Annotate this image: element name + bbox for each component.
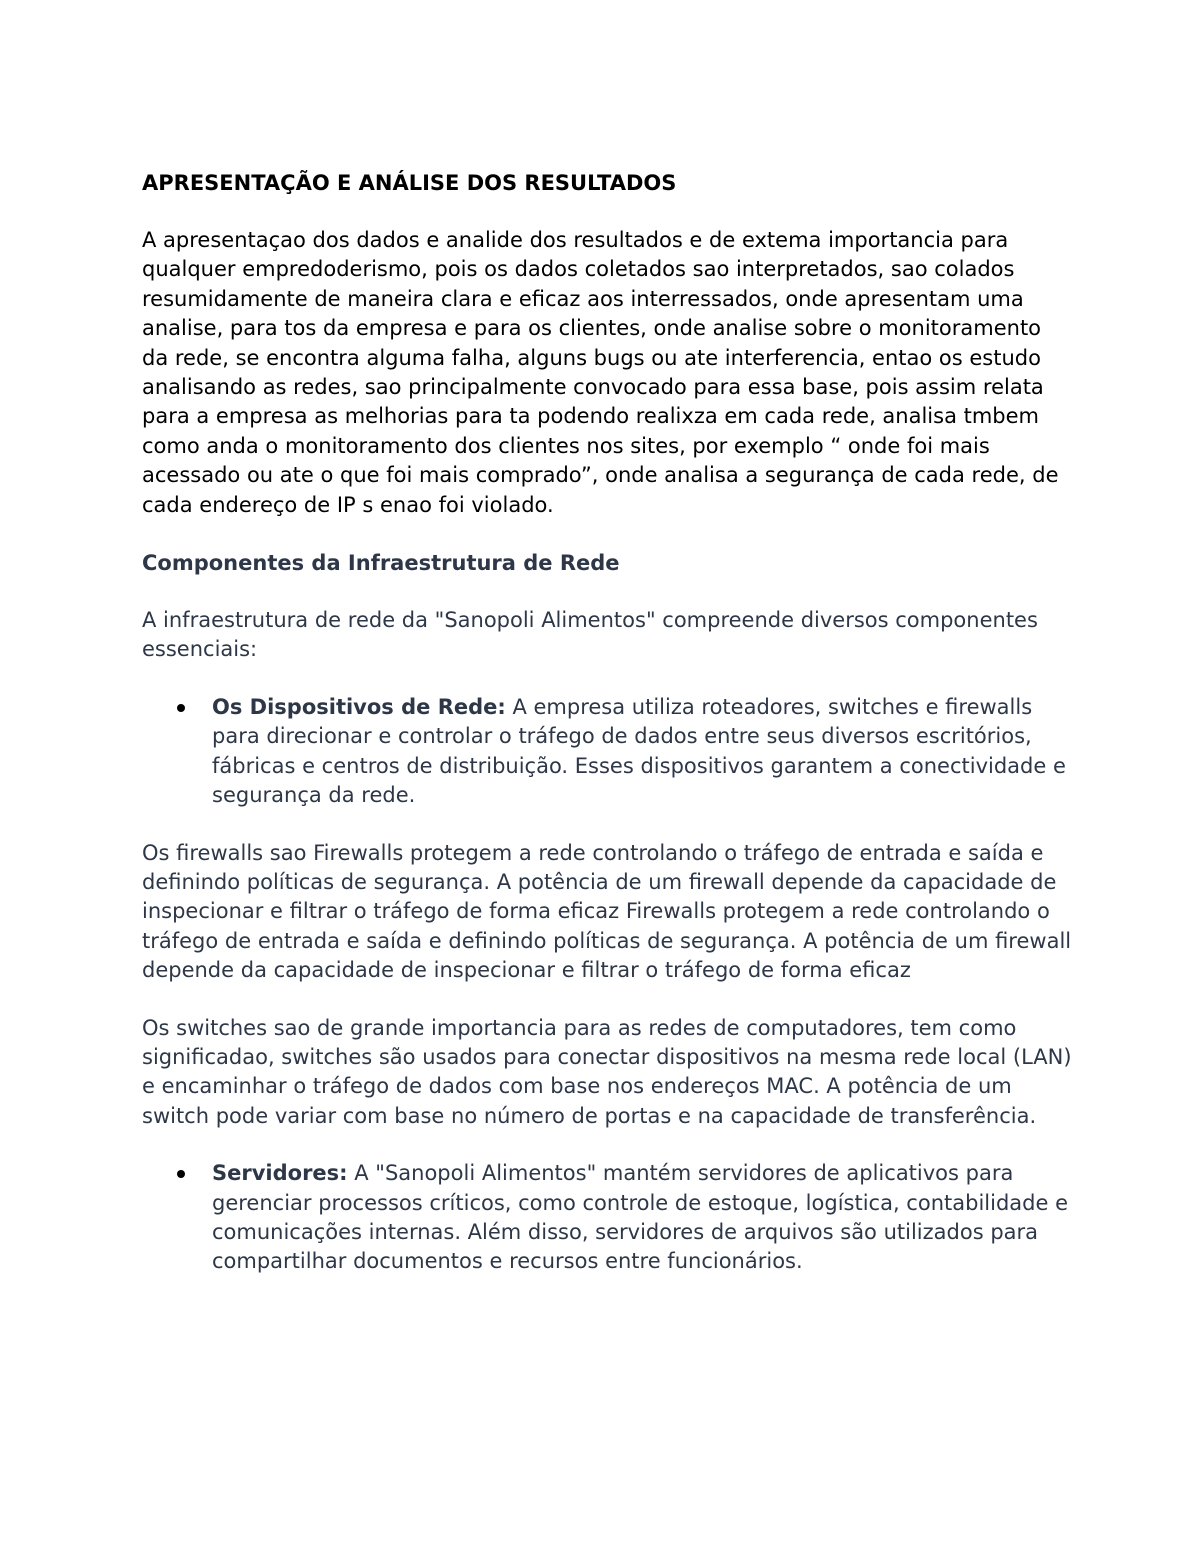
switches-paragraph: Os switches sao de grande importancia para as redes de computadores, tem como significadao, switches são usados para conectar dispositivos na mesma rede local (LAN) e encaminhar o tráfego de dados com base nos endereços MAC. A potência de um switch pode variar com base no número de portas e na capacidade de transferência. — [142, 1015, 1072, 1128]
bullet-lead-label: Servidores: — [212, 1161, 348, 1186]
bullet-text: A "Sanopoli Alimentos" mantém servidores de aplicativos para gerenciar processos críticos, como controle de estoque, logística, contabilidade e comunicações internas. Além disso, servidores de arquivos são utilizados para compartilhar documentos e recursos entre funcionários. — [212, 1161, 1068, 1274]
bullet-text: A empresa utiliza roteadores, switches e firewalls para direcionar e controlar o tráfego de dados entre seus diversos escritórios, fábricas e centros de distribuição. Esses dispositivos garantem a conectividade e segurança da rede. — [212, 694, 1066, 808]
document-body — [142, 168, 1072, 1305]
bullet-icon — [177, 704, 185, 712]
section-heading: Componentes da Infraestrutura de Rede — [142, 551, 620, 576]
firewalls-paragraph: Os firewalls sao Firewalls protegem a rede controlando o tráfego de entrada e saída e definindo políticas de segurança. A potência de um firewall depende da capacidade de inspecionar e filtrar o tráfego de forma eficaz Firewalls protegem a rede controlando o tráfego de entrada e saída e definindo políticas de segurança. A potência de um firewall depende da capacidade de inspecionar e filtrar o tráfego de forma eficaz — [142, 840, 1072, 983]
list-item — [142, 1159, 1072, 1277]
intro-paragraph: A apresentaçao dos dados e analide dos resultados e de extema importancia para qualquer empredoderismo, pois os dados coletados sao interpretados, sao colados resumidamente de maneira clara e eficaz aos interressados, onde apresentam uma analise, para tos da empresa e para os clientes, onde analise sobre o monitoramento da rede, se encontra alguma falha, alguns bugs ou ate interferencia, entao os estudo analisando as redes, sao principalmente convocado para essa base, pois assim relata para a empresa as melhorias para ta podendo realixza em cada rede, analisa tmbem como anda o monitoramento dos clientes nos sites, por exemplo “ onde foi mais acessado ou ate o que foi mais comprado”, onde analisa a segurança de cada rede, de cada endereço de IP s enao foi violado. — [142, 228, 1059, 517]
bullet-list-devices — [142, 693, 1072, 811]
document-title: APRESENTAÇÃO E ANÁLISE DOS RESULTADOS — [142, 171, 677, 195]
bullet-lead-label: Os Dispositivos de Rede: — [212, 694, 506, 719]
bullet-list-servers — [142, 1159, 1072, 1277]
section-intro-paragraph: A infraestrutura de rede da "Sanopoli Alimentos" compreende diversos componentes essenciais: — [142, 608, 1038, 662]
list-item — [142, 693, 1072, 811]
bullet-icon — [177, 1170, 185, 1178]
